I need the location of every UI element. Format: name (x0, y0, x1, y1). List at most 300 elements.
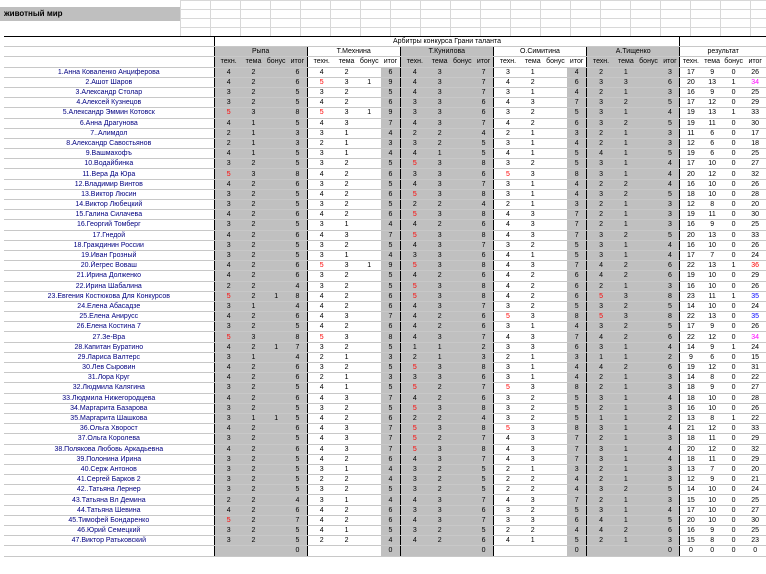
score-cell[interactable] (357, 250, 381, 260)
score-cell[interactable]: 2 (586, 475, 615, 485)
score-cell[interactable]: 3 (307, 87, 336, 97)
score-cell[interactable] (544, 149, 568, 159)
result-cell[interactable]: 17 (680, 67, 701, 77)
score-cell[interactable] (264, 505, 288, 515)
score-cell[interactable] (637, 526, 661, 536)
result-cell[interactable]: 15 (744, 352, 766, 362)
score-cell[interactable]: 3 (336, 393, 357, 403)
score-cell[interactable] (357, 149, 381, 159)
score-cell[interactable] (336, 546, 357, 556)
result-cell[interactable]: 20 (744, 464, 766, 474)
score-cell[interactable]: 2 (429, 413, 450, 423)
result-cell[interactable]: 0 (723, 485, 744, 495)
score-cell[interactable]: 3 (567, 464, 586, 474)
score-cell[interactable]: 6 (660, 526, 679, 536)
score-cell[interactable] (264, 220, 288, 230)
score-cell[interactable]: 5 (474, 138, 493, 148)
score-cell[interactable]: 6 (474, 250, 493, 260)
score-cell[interactable] (637, 200, 661, 210)
score-cell[interactable]: 2 (522, 291, 543, 301)
score-cell[interactable] (264, 495, 288, 505)
score-cell[interactable]: 6 (660, 271, 679, 281)
score-cell[interactable] (450, 403, 474, 413)
score-cell[interactable]: 5 (400, 189, 429, 199)
score-cell[interactable] (544, 67, 568, 77)
result-cell[interactable]: 0 (723, 169, 744, 179)
score-cell[interactable]: 1 (615, 424, 636, 434)
score-cell[interactable]: 4 (493, 250, 522, 260)
result-cell[interactable]: 0 (723, 363, 744, 373)
score-cell[interactable]: 5 (660, 301, 679, 311)
score-cell[interactable]: 7 (474, 515, 493, 525)
result-cell[interactable]: 1 (723, 342, 744, 352)
score-cell[interactable]: 7 (381, 393, 400, 403)
score-cell[interactable]: 4 (400, 301, 429, 311)
score-cell[interactable]: 3 (214, 352, 243, 362)
score-cell[interactable]: 3 (522, 312, 543, 322)
result-cell[interactable]: 36 (744, 261, 766, 271)
score-cell[interactable]: 3 (400, 373, 429, 383)
score-cell[interactable] (637, 271, 661, 281)
score-cell[interactable]: 6 (381, 322, 400, 332)
score-cell[interactable] (357, 128, 381, 138)
score-cell[interactable]: 5 (381, 383, 400, 393)
score-cell[interactable]: 5 (288, 250, 307, 260)
result-cell[interactable]: 0 (723, 505, 744, 515)
contestant-name-cell[interactable]: 4.Алексей Кузнецов (4, 98, 214, 108)
score-cell[interactable]: 4 (660, 240, 679, 250)
score-cell[interactable] (544, 536, 568, 546)
score-cell[interactable]: 4 (660, 505, 679, 515)
score-cell[interactable]: 0 (288, 546, 307, 556)
score-cell[interactable]: 6 (474, 373, 493, 383)
score-cell[interactable]: 2 (429, 393, 450, 403)
score-cell[interactable]: 3 (336, 118, 357, 128)
score-cell[interactable]: 3 (429, 240, 450, 250)
score-cell[interactable]: 2 (307, 475, 336, 485)
score-cell[interactable]: 2 (214, 281, 243, 291)
result-cell[interactable]: 0 (723, 67, 744, 77)
score-cell[interactable]: 5 (400, 230, 429, 240)
score-cell[interactable]: 7 (381, 444, 400, 454)
score-cell[interactable] (544, 169, 568, 179)
score-cell[interactable]: 3 (567, 352, 586, 362)
score-cell[interactable]: 0 (660, 546, 679, 556)
score-cell[interactable]: 3 (522, 383, 543, 393)
result-cell[interactable]: 13 (701, 108, 722, 118)
score-cell[interactable]: 4 (660, 169, 679, 179)
score-cell[interactable]: 2 (522, 118, 543, 128)
score-cell[interactable]: 5 (567, 159, 586, 169)
score-cell[interactable]: 3 (336, 230, 357, 240)
score-cell[interactable] (450, 67, 474, 77)
result-cell[interactable]: 11 (701, 210, 722, 220)
score-cell[interactable]: 1 (522, 87, 543, 97)
result-cell[interactable]: 15 (680, 536, 701, 546)
score-cell[interactable]: 6 (474, 393, 493, 403)
score-cell[interactable]: 5 (381, 485, 400, 495)
score-cell[interactable] (264, 261, 288, 271)
score-cell[interactable] (264, 118, 288, 128)
score-cell[interactable]: 2 (522, 475, 543, 485)
score-cell[interactable]: 5 (660, 485, 679, 495)
score-cell[interactable]: 1 (336, 128, 357, 138)
score-cell[interactable]: 5 (400, 383, 429, 393)
score-cell[interactable]: 2 (615, 332, 636, 342)
contestant-name-cell[interactable]: 10.Водайбинка (4, 159, 214, 169)
score-cell[interactable]: 2 (243, 240, 264, 250)
score-cell[interactable]: 2 (586, 179, 615, 189)
score-cell[interactable]: 6 (288, 230, 307, 240)
score-cell[interactable]: 1 (615, 454, 636, 464)
result-cell[interactable]: 27 (744, 383, 766, 393)
score-cell[interactable] (357, 536, 381, 546)
score-cell[interactable] (357, 67, 381, 77)
score-cell[interactable] (637, 159, 661, 169)
score-cell[interactable]: 6 (288, 393, 307, 403)
score-cell[interactable]: 3 (307, 403, 336, 413)
score-cell[interactable] (637, 403, 661, 413)
contestant-name-cell[interactable]: 31.Лора Круг (4, 373, 214, 383)
score-cell[interactable] (264, 322, 288, 332)
result-cell[interactable]: 20 (680, 169, 701, 179)
score-cell[interactable]: 3 (429, 332, 450, 342)
score-cell[interactable]: 4 (307, 169, 336, 179)
score-cell[interactable]: 3 (586, 77, 615, 87)
score-cell[interactable]: 3 (336, 108, 357, 118)
score-cell[interactable]: 3 (307, 179, 336, 189)
score-cell[interactable]: 2 (336, 159, 357, 169)
score-cell[interactable]: 2 (493, 485, 522, 495)
score-cell[interactable]: 6 (567, 291, 586, 301)
score-cell[interactable]: 3 (586, 230, 615, 240)
score-cell[interactable]: 3 (586, 393, 615, 403)
score-cell[interactable]: 2 (429, 464, 450, 474)
score-cell[interactable]: 3 (214, 322, 243, 332)
score-cell[interactable]: 1 (615, 250, 636, 260)
score-cell[interactable] (264, 200, 288, 210)
score-cell[interactable]: 3 (586, 424, 615, 434)
result-cell[interactable]: 25 (744, 87, 766, 97)
score-cell[interactable] (637, 281, 661, 291)
score-cell[interactable]: 1 (615, 342, 636, 352)
score-cell[interactable]: 3 (493, 159, 522, 169)
score-cell[interactable]: 5 (586, 291, 615, 301)
score-cell[interactable]: 6 (288, 271, 307, 281)
score-cell[interactable]: 2 (586, 464, 615, 474)
score-cell[interactable]: 3 (243, 332, 264, 342)
score-cell[interactable] (264, 373, 288, 383)
result-cell[interactable]: 16 (680, 240, 701, 250)
score-cell[interactable]: 4 (400, 271, 429, 281)
score-cell[interactable]: 6 (288, 424, 307, 434)
score-cell[interactable]: 4 (307, 454, 336, 464)
score-cell[interactable]: 3 (522, 332, 543, 342)
result-cell[interactable]: 8 (701, 200, 722, 210)
contestant-name-cell[interactable]: 24.Елена Абасадзе (4, 301, 214, 311)
score-cell[interactable] (637, 108, 661, 118)
result-cell[interactable]: 24 (744, 301, 766, 311)
score-cell[interactable]: 2 (336, 87, 357, 97)
score-cell[interactable]: 3 (429, 98, 450, 108)
result-cell[interactable]: 16 (680, 281, 701, 291)
score-cell[interactable]: 4 (400, 118, 429, 128)
contestant-name-cell[interactable]: 43.Татьяна Вл Демина (4, 495, 214, 505)
result-cell[interactable]: 17 (680, 505, 701, 515)
score-cell[interactable] (264, 383, 288, 393)
score-cell[interactable]: 5 (567, 413, 586, 423)
score-cell[interactable]: 2 (615, 322, 636, 332)
result-cell[interactable]: 9 (701, 475, 722, 485)
result-cell[interactable]: 6 (701, 352, 722, 362)
score-cell[interactable] (357, 118, 381, 128)
result-cell[interactable]: 35 (744, 312, 766, 322)
score-cell[interactable]: 2 (586, 128, 615, 138)
score-cell[interactable]: 4 (214, 67, 243, 77)
score-cell[interactable]: 2 (429, 485, 450, 495)
score-cell[interactable]: 2 (243, 312, 264, 322)
score-cell[interactable] (544, 230, 568, 240)
score-cell[interactable]: 8 (288, 332, 307, 342)
score-cell[interactable] (264, 312, 288, 322)
score-cell[interactable] (450, 515, 474, 525)
score-cell[interactable] (450, 475, 474, 485)
score-cell[interactable]: 3 (214, 434, 243, 444)
score-cell[interactable]: 5 (288, 383, 307, 393)
score-cell[interactable]: 3 (615, 312, 636, 322)
score-cell[interactable]: 7 (567, 332, 586, 342)
score-cell[interactable]: 3 (429, 67, 450, 77)
score-cell[interactable]: 2 (429, 312, 450, 322)
score-cell[interactable]: 3 (429, 210, 450, 220)
score-cell[interactable]: 7 (567, 454, 586, 464)
score-cell[interactable]: 2 (307, 352, 336, 362)
score-cell[interactable]: 3 (493, 138, 522, 148)
score-cell[interactable]: 2 (400, 413, 429, 423)
score-cell[interactable]: 5 (400, 291, 429, 301)
score-cell[interactable] (637, 149, 661, 159)
score-cell[interactable]: 8 (474, 230, 493, 240)
score-cell[interactable]: 8 (288, 108, 307, 118)
score-cell[interactable]: 8 (567, 312, 586, 322)
score-cell[interactable] (544, 98, 568, 108)
result-cell[interactable]: 19 (680, 210, 701, 220)
result-cell[interactable]: 0 (723, 454, 744, 464)
score-cell[interactable]: 5 (567, 505, 586, 515)
score-cell[interactable]: 2 (336, 342, 357, 352)
score-cell[interactable]: 4 (381, 536, 400, 546)
result-cell[interactable]: 0 (723, 332, 744, 342)
score-cell[interactable]: 4 (214, 363, 243, 373)
result-cell[interactable]: 10 (701, 271, 722, 281)
score-cell[interactable]: 3 (660, 67, 679, 77)
score-cell[interactable]: 4 (400, 454, 429, 464)
score-cell[interactable]: 6 (660, 77, 679, 87)
score-cell[interactable]: 1 (615, 444, 636, 454)
result-cell[interactable]: 10 (701, 301, 722, 311)
result-cell[interactable]: 0 (723, 464, 744, 474)
result-cell[interactable]: 14 (680, 301, 701, 311)
score-cell[interactable]: 5 (586, 312, 615, 322)
score-cell[interactable] (450, 434, 474, 444)
result-cell[interactable]: 9 (701, 526, 722, 536)
score-cell[interactable]: 3 (660, 138, 679, 148)
score-cell[interactable] (637, 261, 661, 271)
contestant-name-cell[interactable]: 11.Вера Да Юра (4, 169, 214, 179)
score-cell[interactable]: 1 (264, 342, 288, 352)
score-cell[interactable] (357, 291, 381, 301)
contestant-name-cell[interactable]: 32.Людмила Калягина (4, 383, 214, 393)
result-cell[interactable]: 7 (701, 464, 722, 474)
result-cell[interactable]: 0 (723, 128, 744, 138)
score-cell[interactable] (637, 454, 661, 464)
result-cell[interactable]: 0 (723, 220, 744, 230)
contestant-name-cell[interactable]: 27.Зе-Вра (4, 332, 214, 342)
score-cell[interactable]: 3 (429, 118, 450, 128)
score-cell[interactable]: 2 (336, 281, 357, 291)
score-cell[interactable] (637, 312, 661, 322)
score-cell[interactable]: 4 (567, 189, 586, 199)
score-cell[interactable]: 7 (567, 495, 586, 505)
score-cell[interactable] (637, 515, 661, 525)
result-cell[interactable]: 0 (723, 271, 744, 281)
score-cell[interactable]: 3 (522, 220, 543, 230)
score-cell[interactable]: 7 (288, 515, 307, 525)
score-cell[interactable]: 4 (307, 322, 336, 332)
score-cell[interactable] (357, 220, 381, 230)
score-cell[interactable]: 4 (660, 108, 679, 118)
score-cell[interactable]: 1 (264, 413, 288, 423)
score-cell[interactable] (264, 128, 288, 138)
score-cell[interactable]: 5 (567, 108, 586, 118)
score-cell[interactable]: 2 (586, 281, 615, 291)
contestant-name-cell[interactable]: 22.Ирина Шабалина (4, 281, 214, 291)
score-cell[interactable]: 7 (474, 383, 493, 393)
score-cell[interactable] (264, 403, 288, 413)
score-cell[interactable]: 2 (336, 291, 357, 301)
score-cell[interactable]: 3 (214, 403, 243, 413)
score-cell[interactable]: 2 (307, 536, 336, 546)
score-cell[interactable]: 3 (429, 505, 450, 515)
score-cell[interactable]: 4 (400, 149, 429, 159)
score-cell[interactable]: 2 (493, 352, 522, 362)
score-cell[interactable]: 6 (474, 98, 493, 108)
contestant-name-cell[interactable]: 12.Владимир Винтов (4, 179, 214, 189)
score-cell[interactable]: 5 (567, 536, 586, 546)
score-cell[interactable] (544, 200, 568, 210)
score-cell[interactable]: 5 (381, 87, 400, 97)
score-cell[interactable] (450, 250, 474, 260)
score-cell[interactable]: 2 (400, 128, 429, 138)
score-cell[interactable]: 2 (243, 342, 264, 352)
score-cell[interactable]: 1 (336, 352, 357, 362)
score-cell[interactable]: 4 (493, 77, 522, 87)
score-cell[interactable] (522, 546, 543, 556)
score-cell[interactable]: 5 (493, 383, 522, 393)
score-cell[interactable]: 4 (400, 536, 429, 546)
score-cell[interactable]: 2 (429, 322, 450, 332)
score-cell[interactable]: 3 (214, 464, 243, 474)
contestant-name-cell[interactable]: 20.Йегрес Воваш (4, 261, 214, 271)
score-cell[interactable]: 2 (243, 210, 264, 220)
score-cell[interactable] (450, 149, 474, 159)
score-cell[interactable]: 3 (522, 169, 543, 179)
score-cell[interactable]: 4 (567, 363, 586, 373)
score-cell[interactable]: 7 (567, 444, 586, 454)
score-cell[interactable]: 4 (214, 393, 243, 403)
score-cell[interactable]: 2 (243, 475, 264, 485)
score-cell[interactable]: 2 (586, 87, 615, 97)
score-cell[interactable]: 3 (493, 108, 522, 118)
score-cell[interactable] (450, 118, 474, 128)
score-cell[interactable]: 3 (429, 424, 450, 434)
score-cell[interactable] (429, 546, 450, 556)
score-cell[interactable]: 3 (400, 250, 429, 260)
score-cell[interactable] (264, 67, 288, 77)
result-cell[interactable]: 12 (701, 424, 722, 434)
score-cell[interactable]: 2 (336, 485, 357, 495)
score-cell[interactable]: 2 (522, 301, 543, 311)
score-cell[interactable] (264, 98, 288, 108)
score-cell[interactable]: 2 (336, 363, 357, 373)
score-cell[interactable]: 1 (615, 149, 636, 159)
result-cell[interactable]: 0 (723, 444, 744, 454)
score-cell[interactable]: 3 (522, 98, 543, 108)
score-cell[interactable]: 6 (381, 210, 400, 220)
score-cell[interactable]: 0 (381, 546, 400, 556)
score-cell[interactable]: 3 (586, 454, 615, 464)
score-cell[interactable]: 4 (586, 149, 615, 159)
result-cell[interactable]: 20 (680, 515, 701, 525)
score-cell[interactable] (450, 230, 474, 240)
score-cell[interactable] (544, 403, 568, 413)
score-cell[interactable] (357, 87, 381, 97)
score-cell[interactable] (264, 159, 288, 169)
score-cell[interactable] (264, 363, 288, 373)
result-cell[interactable]: 12 (701, 363, 722, 373)
score-cell[interactable]: 3 (214, 240, 243, 250)
score-cell[interactable]: 8 (288, 169, 307, 179)
score-cell[interactable]: 1 (615, 159, 636, 169)
result-cell[interactable]: 33 (744, 424, 766, 434)
score-cell[interactable]: 6 (474, 505, 493, 515)
score-cell[interactable]: 4 (400, 393, 429, 403)
score-cell[interactable]: 4 (214, 424, 243, 434)
score-cell[interactable]: 2 (336, 200, 357, 210)
score-cell[interactable]: 5 (474, 526, 493, 536)
score-cell[interactable]: 1 (522, 200, 543, 210)
score-cell[interactable]: 4 (586, 515, 615, 525)
score-cell[interactable]: 1 (586, 352, 615, 362)
score-cell[interactable]: 5 (381, 363, 400, 373)
score-cell[interactable]: 3 (586, 444, 615, 454)
score-cell[interactable] (544, 250, 568, 260)
score-cell[interactable]: 2 (522, 77, 543, 87)
score-cell[interactable]: 3 (586, 159, 615, 169)
result-cell[interactable]: 9 (701, 383, 722, 393)
result-cell[interactable]: 0 (723, 546, 744, 556)
score-cell[interactable]: 5 (288, 240, 307, 250)
score-cell[interactable] (450, 424, 474, 434)
score-cell[interactable]: 3 (429, 230, 450, 240)
score-cell[interactable]: 5 (400, 261, 429, 271)
score-cell[interactable] (544, 505, 568, 515)
score-cell[interactable]: 3 (493, 393, 522, 403)
contestant-name-cell[interactable]: 8.Александр Савостьянов (4, 138, 214, 148)
score-cell[interactable] (264, 149, 288, 159)
score-cell[interactable]: 2 (615, 230, 636, 240)
score-cell[interactable]: 3 (586, 505, 615, 515)
